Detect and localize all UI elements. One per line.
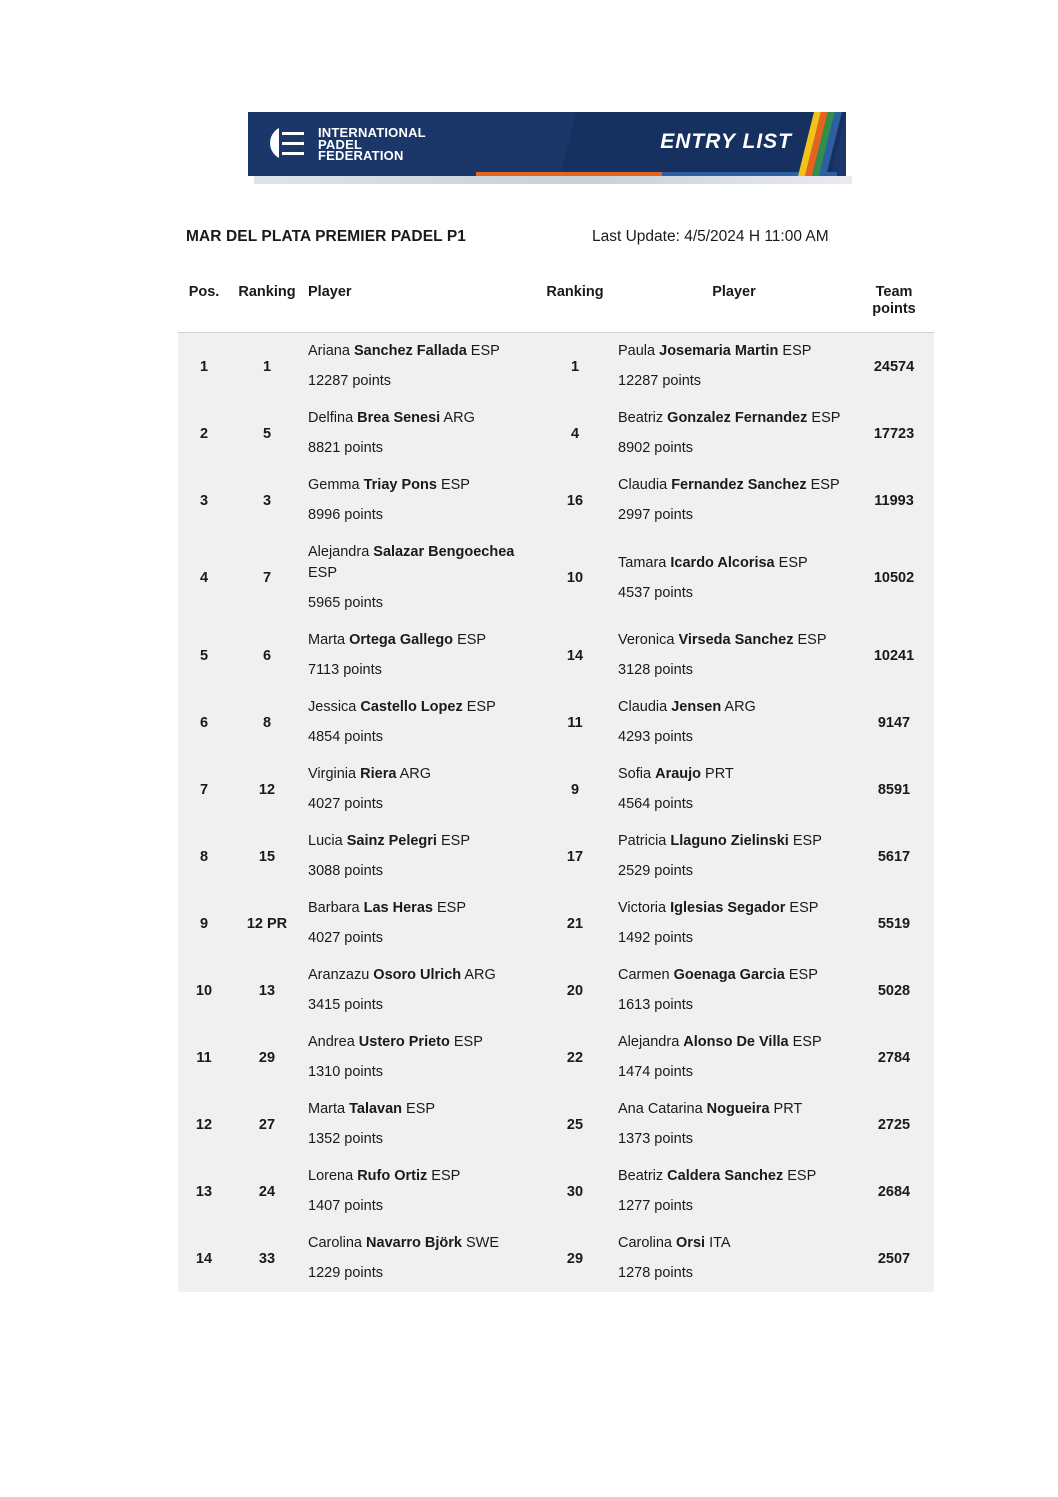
- cell-team-points: 2725: [877, 1116, 911, 1133]
- cell-player-2: [614, 400, 854, 467]
- player-country-code: ESP: [462, 699, 496, 715]
- player-points: 1474 points: [618, 1064, 693, 1080]
- cell-player-2: [614, 467, 854, 534]
- table-header-row: [178, 278, 934, 333]
- player-first-name: Barbara: [308, 900, 364, 916]
- player-points: 8996 points: [308, 507, 383, 523]
- player-last-name: Nogueira: [706, 1101, 770, 1117]
- cell-team-points: 17723: [873, 425, 915, 442]
- cell-ranking-1: 8: [262, 714, 272, 731]
- player-last-name: Virseda Sanchez: [678, 632, 794, 648]
- cell-ranking-1: 6: [262, 647, 272, 664]
- player-first-name: Carolina: [308, 1235, 367, 1251]
- player-name: [618, 764, 850, 785]
- player-country-code: ESP: [436, 833, 471, 849]
- player-name: [308, 475, 532, 496]
- player-name: [308, 1099, 532, 1120]
- player-first-name: Carmen: [618, 967, 674, 983]
- player-country-code: PRT: [769, 1101, 803, 1117]
- player-country-code: ESP: [449, 1034, 483, 1050]
- player-name: [618, 341, 850, 362]
- player-points: 1310 points: [308, 1064, 383, 1080]
- player-first-name: Aranzazu: [308, 967, 374, 983]
- cell-ranking-1: 29: [258, 1049, 276, 1066]
- player-points: 4537 points: [618, 584, 693, 601]
- player-country-code: ESP: [432, 900, 466, 916]
- player-last-name: Orsi: [676, 1235, 706, 1251]
- cell-player-1: [304, 467, 536, 534]
- cell-team-points: 24574: [873, 358, 915, 375]
- cell-ranking-2: 30: [566, 1183, 584, 1200]
- player-last-name: Ortega Gallego: [349, 632, 454, 648]
- player-name: [308, 408, 532, 429]
- player-name: [308, 965, 532, 986]
- cell-player-2: [614, 756, 854, 823]
- banner-bar: [248, 112, 846, 176]
- player-name: [618, 475, 850, 496]
- player-name: [618, 1233, 850, 1254]
- player-points: 1278 points: [618, 1265, 693, 1281]
- player-first-name: Gemma: [308, 477, 364, 493]
- cell-player-1: [304, 1024, 536, 1091]
- player-first-name: Marta: [308, 1101, 350, 1117]
- player-name: [308, 341, 532, 362]
- cell-team-points: 2784: [877, 1049, 911, 1066]
- cell-position: 1: [199, 358, 209, 375]
- cell-position: 8: [199, 848, 209, 865]
- player-country-code: ESP: [785, 900, 819, 916]
- entry-list-table: [178, 278, 934, 1292]
- player-last-name: Alonso De Villa: [683, 1034, 789, 1050]
- player-points: 1277 points: [618, 1198, 693, 1214]
- player-country-code: ARG: [396, 766, 432, 782]
- cell-ranking-2: 4: [570, 425, 580, 442]
- player-first-name: Marta: [308, 632, 350, 648]
- player-points: 1492 points: [618, 930, 693, 946]
- player-name: [308, 542, 532, 584]
- player-last-name: Ustero Prieto: [358, 1034, 450, 1050]
- cell-ranking-2: 9: [570, 781, 580, 798]
- cell-ranking-2: 21: [566, 915, 584, 932]
- player-name: [618, 408, 850, 429]
- player-name: [308, 764, 532, 785]
- cell-player-1: [304, 1225, 536, 1292]
- player-first-name: Alejandra: [308, 544, 374, 560]
- cell-position: 6: [199, 714, 209, 731]
- cell-player-2: [614, 1225, 854, 1292]
- table-row: [178, 400, 934, 467]
- cell-position: 4: [199, 570, 209, 586]
- player-last-name: Josemaria Martin: [659, 343, 779, 359]
- player-last-name: Iglesias Segador: [670, 900, 786, 916]
- table-row: [178, 1158, 934, 1225]
- cell-ranking-2: 20: [566, 982, 584, 999]
- table-row: [178, 333, 934, 401]
- player-country-code: ESP: [402, 1101, 436, 1117]
- player-first-name: Lorena: [308, 1168, 358, 1184]
- table-row: [178, 622, 934, 689]
- cell-player-1: [304, 823, 536, 890]
- cell-ranking-1: 15: [258, 848, 276, 865]
- table-row: [178, 823, 934, 890]
- banner-shadow: [254, 176, 852, 184]
- cell-player-1: [304, 957, 536, 1024]
- cell-ranking-2: 10: [566, 570, 584, 586]
- cell-player-1: [304, 333, 536, 401]
- player-country-code: ESP: [453, 632, 487, 648]
- player-last-name: Jensen: [671, 699, 722, 715]
- cell-player-1: [304, 400, 536, 467]
- cell-ranking-2: 1: [570, 358, 580, 375]
- player-country-code: ESP: [778, 343, 812, 359]
- player-last-name: Brea Senesi: [357, 410, 441, 426]
- cell-player-2: [614, 957, 854, 1024]
- player-country-code: ESP: [774, 554, 808, 571]
- player-country-code: ESP: [806, 477, 840, 493]
- cell-player-2: [614, 1158, 854, 1225]
- table-row: [178, 890, 934, 957]
- player-last-name: Goenaga Garcia: [673, 967, 785, 983]
- cell-ranking-2: 14: [566, 647, 584, 664]
- player-last-name: Las Heras: [363, 900, 433, 916]
- player-name: [308, 630, 532, 651]
- player-first-name: Victoria: [618, 900, 671, 916]
- player-last-name: Icardo Alcorisa: [670, 554, 775, 571]
- player-last-name: Gonzalez Fernandez: [667, 410, 808, 426]
- column-header-player-1: Player: [304, 278, 536, 333]
- cell-ranking-1: 5: [262, 425, 272, 442]
- table-row: [178, 756, 934, 823]
- player-last-name: Fernandez Sanchez: [671, 477, 807, 493]
- cell-team-points: 2507: [877, 1250, 911, 1267]
- player-name: [308, 898, 532, 919]
- player-country-code: ESP: [788, 1034, 822, 1050]
- cell-position: 7: [199, 781, 209, 798]
- cell-player-1: [304, 689, 536, 756]
- player-country-code: ESP: [436, 477, 470, 493]
- cell-position: 12: [195, 1116, 213, 1133]
- player-first-name: Sofia: [618, 766, 656, 782]
- cell-ranking-1: 27: [258, 1116, 276, 1133]
- player-points: 7113 points: [308, 662, 382, 678]
- column-header-pos: Pos.: [178, 278, 230, 333]
- player-points: 4027 points: [308, 796, 383, 812]
- player-first-name: Claudia: [618, 699, 672, 715]
- player-points: 4564 points: [618, 796, 693, 812]
- table-row: [178, 957, 934, 1024]
- cell-ranking-1: 24: [258, 1183, 276, 1200]
- cell-player-1: [304, 1091, 536, 1158]
- player-last-name: Osoro Ulrich: [373, 967, 462, 983]
- team-points-line-2: points: [872, 301, 916, 317]
- player-country-code: ESP: [784, 967, 818, 983]
- player-name: [618, 630, 850, 651]
- player-name: [618, 1166, 850, 1187]
- cell-ranking-2: 25: [566, 1116, 584, 1133]
- player-name: [618, 553, 850, 574]
- player-first-name: Jessica: [308, 699, 361, 715]
- player-points: 3415 points: [308, 997, 383, 1013]
- player-first-name: Lucia: [308, 833, 347, 849]
- player-first-name: Paula: [618, 343, 660, 359]
- player-first-name: Patricia: [618, 833, 671, 849]
- player-country-code: ARG: [461, 967, 496, 983]
- player-points: 1373 points: [618, 1131, 693, 1147]
- player-last-name: Triay Pons: [363, 477, 437, 493]
- player-name: [618, 1032, 850, 1053]
- entry-list-table-wrapper: [178, 278, 934, 1292]
- cell-ranking-2: 16: [566, 492, 584, 509]
- player-points: 1229 points: [308, 1265, 383, 1281]
- cell-ranking-1: 12: [258, 781, 276, 798]
- player-first-name: Beatriz: [618, 1168, 668, 1184]
- logo-line-3: FEDERATION: [318, 148, 404, 163]
- column-header-ranking-2: Ranking: [536, 278, 614, 333]
- cell-position: 14: [195, 1250, 213, 1267]
- cell-player-2: [614, 890, 854, 957]
- cell-team-points: 5028: [877, 982, 911, 999]
- player-country-code: ARG: [440, 410, 475, 426]
- player-first-name: Carolina: [618, 1235, 677, 1251]
- player-last-name: Sainz Pelegri: [346, 833, 437, 849]
- player-points: 3128 points: [618, 662, 693, 678]
- cell-ranking-1: 7: [262, 570, 272, 586]
- cell-player-2: [614, 1024, 854, 1091]
- banner-stripe-orange: [476, 172, 666, 176]
- player-last-name: Llaguno Zielinski: [670, 833, 789, 849]
- cell-team-points: 10241: [873, 647, 915, 664]
- cell-position: 10: [195, 982, 213, 999]
- player-first-name: Virginia: [308, 766, 361, 782]
- player-points: 8821 points: [308, 440, 383, 456]
- cell-player-1: [304, 890, 536, 957]
- cell-player-2: [614, 333, 854, 401]
- player-name: [308, 697, 532, 718]
- player-last-name: Salazar Bengoechea: [373, 544, 515, 560]
- player-name: [618, 1099, 850, 1120]
- cell-ranking-1: 12 PR: [246, 915, 288, 932]
- player-first-name: Ariana: [308, 343, 354, 359]
- federation-banner: [248, 112, 846, 184]
- player-last-name: Castello Lopez: [360, 699, 463, 715]
- cell-player-2: [614, 622, 854, 689]
- player-country-code: SWE: [461, 1235, 499, 1251]
- padel-ball-icon: [270, 124, 308, 164]
- federation-logo-text: [318, 127, 426, 162]
- logo-line-1: INTERNATIONAL: [318, 125, 426, 140]
- player-country-code: ESP: [466, 343, 500, 359]
- player-points: 1407 points: [308, 1198, 383, 1214]
- cell-team-points: 9147: [877, 714, 911, 731]
- player-points: 8902 points: [618, 440, 693, 456]
- table-row: [178, 534, 934, 622]
- cell-team-points: 10502: [873, 570, 915, 586]
- player-name: [308, 831, 532, 852]
- cell-player-1: [304, 756, 536, 823]
- player-country-code: PRT: [701, 766, 734, 782]
- column-header-ranking-1: Ranking: [230, 278, 304, 333]
- player-name: [308, 1166, 532, 1187]
- player-last-name: Navarro Björk: [366, 1235, 462, 1251]
- player-first-name: Claudia: [618, 477, 672, 493]
- player-name: [618, 697, 850, 718]
- player-country-code: ESP: [427, 1168, 461, 1184]
- player-first-name: Andrea: [308, 1034, 359, 1050]
- document-header: [186, 228, 906, 250]
- tournament-title: MAR DEL PLATA PREMIER PADEL P1: [186, 228, 467, 245]
- cell-player-2: [614, 823, 854, 890]
- player-name: [618, 831, 850, 852]
- cell-team-points: 11993: [874, 492, 914, 509]
- table-row: [178, 1225, 934, 1292]
- player-points: 4027 points: [308, 930, 383, 946]
- player-points: 2997 points: [618, 507, 693, 523]
- table-header: [178, 278, 934, 333]
- cell-player-2: [614, 534, 854, 622]
- entry-list-title: ENTRY LIST: [660, 130, 792, 153]
- player-last-name: Riera: [360, 766, 397, 782]
- cell-position: 3: [199, 492, 209, 509]
- player-points: 12287 points: [308, 373, 392, 389]
- cell-team-points: 8591: [877, 781, 911, 798]
- cell-ranking-2: 29: [566, 1250, 584, 1267]
- cell-player-1: [304, 1158, 536, 1225]
- player-points: 12287 points: [618, 373, 702, 389]
- team-points-line-1: Team: [875, 284, 913, 300]
- player-country-code: ESP: [308, 565, 338, 581]
- player-name: [618, 898, 850, 919]
- player-name: [618, 965, 850, 986]
- cell-player-1: [304, 534, 536, 622]
- player-country-code: ESP: [793, 632, 827, 648]
- last-update-text: Last Update: 4/5/2024 H 11:00 AM: [592, 228, 829, 245]
- player-last-name: Talavan: [349, 1101, 403, 1117]
- table-row: [178, 467, 934, 534]
- player-last-name: Sanchez Fallada: [353, 343, 467, 359]
- player-points: 3088 points: [308, 863, 383, 879]
- player-name: [308, 1032, 532, 1053]
- table-row: [178, 1091, 934, 1158]
- player-last-name: Araujo: [655, 766, 702, 782]
- cell-player-2: [614, 689, 854, 756]
- column-header-player-2: Player: [614, 278, 854, 333]
- player-points: 1352 points: [308, 1131, 383, 1147]
- cell-team-points: 5617: [877, 848, 911, 865]
- player-points: 4854 points: [308, 729, 383, 745]
- player-last-name: Rufo Ortiz: [357, 1168, 428, 1184]
- cell-ranking-2: 22: [566, 1049, 584, 1066]
- player-name: [308, 1233, 532, 1254]
- cell-position: 9: [199, 915, 209, 932]
- player-points: 1613 points: [618, 997, 693, 1013]
- logo-line-2: PADEL: [318, 136, 363, 152]
- table-body: [178, 333, 934, 1293]
- player-country-code: ITA: [705, 1235, 731, 1251]
- player-first-name: Delfina: [308, 410, 358, 426]
- player-country-code: ESP: [807, 410, 841, 426]
- cell-ranking-1: 33: [258, 1250, 276, 1267]
- player-first-name: Alejandra: [618, 1034, 684, 1050]
- table-row: [178, 689, 934, 756]
- table-row: [178, 1024, 934, 1091]
- cell-team-points: 2684: [877, 1183, 911, 1200]
- player-points: 2529 points: [618, 863, 693, 879]
- cell-ranking-1: 3: [262, 492, 272, 509]
- cell-position: 5: [199, 647, 209, 664]
- cell-position: 2: [199, 425, 209, 442]
- cell-position: 13: [195, 1183, 213, 1200]
- player-points: 4293 points: [618, 729, 693, 745]
- cell-ranking-1: 13: [258, 982, 276, 999]
- cell-position: 11: [196, 1049, 212, 1066]
- cell-ranking-1: 1: [262, 358, 272, 375]
- cell-team-points: 5519: [877, 915, 911, 932]
- player-last-name: Caldera Sanchez: [667, 1168, 784, 1184]
- player-first-name: Beatriz: [618, 410, 668, 426]
- player-points: 5965 points: [308, 595, 383, 611]
- column-header-team-points: [854, 278, 934, 333]
- cell-player-1: [304, 622, 536, 689]
- cell-player-2: [614, 1091, 854, 1158]
- player-first-name: Veronica: [618, 632, 679, 648]
- player-first-name: Tamara: [618, 554, 671, 571]
- player-country-code: ESP: [783, 1168, 817, 1184]
- player-country-code: ESP: [788, 833, 822, 849]
- cell-ranking-2: 11: [567, 714, 583, 731]
- player-first-name: Ana Catarina: [618, 1101, 707, 1117]
- cell-ranking-2: 17: [566, 848, 584, 865]
- player-country-code: ARG: [721, 699, 756, 715]
